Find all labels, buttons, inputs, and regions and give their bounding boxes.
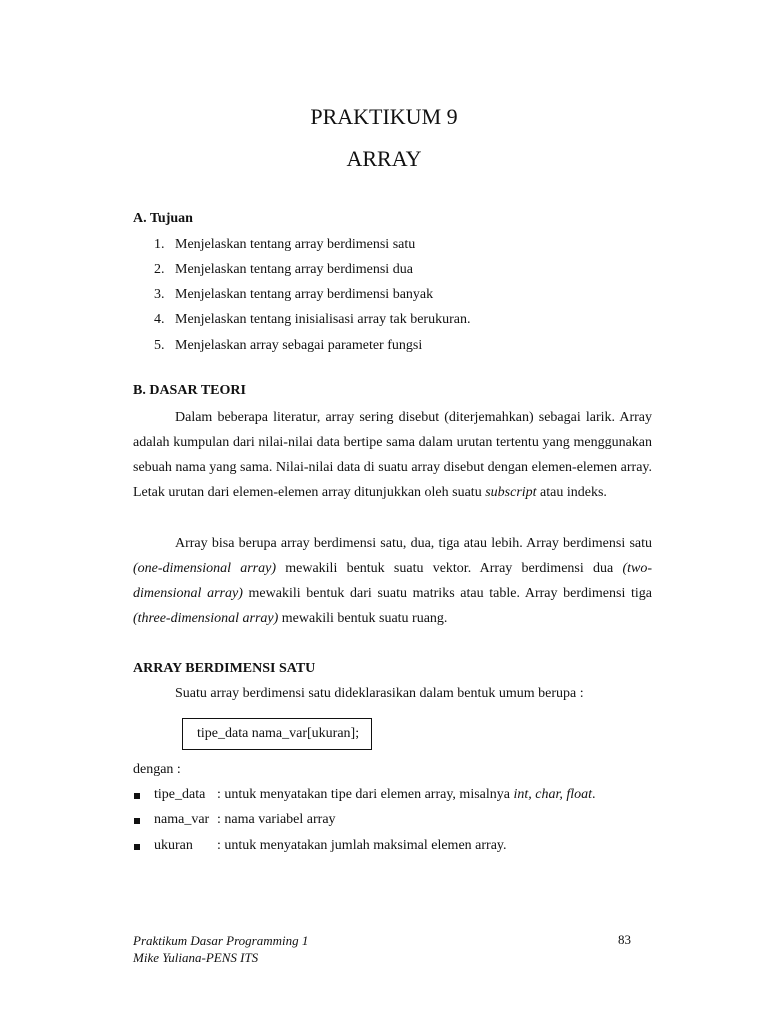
list-text: Menjelaskan tentang inisialisasi array tak berukuran.: [175, 312, 471, 327]
section-b-heading: B. DASAR TEORI: [133, 383, 246, 398]
footer-author: Mike Yuliana-PENS ITS: [133, 950, 259, 965]
section-c-heading: ARRAY BERDIMENSI SATU: [133, 661, 316, 676]
dengan-label: dengan :: [133, 762, 181, 777]
bullet-icon: [134, 793, 140, 799]
page-title: PRAKTIKUM 9: [310, 104, 458, 129]
def-term: tipe_data: [154, 787, 206, 802]
bullet-icon: [134, 818, 140, 824]
footer-course: Praktikum Dasar Programming 1: [133, 933, 309, 948]
section-a-heading: A. Tujuan: [133, 211, 193, 226]
section-c-intro: Suatu array berdimensi satu dideklarasikan dalam bentuk umum berupa :: [175, 686, 584, 701]
list-text: Menjelaskan tentang array berdimensi dua: [175, 262, 413, 277]
list-number: 4.: [154, 312, 165, 327]
list-text: Menjelaskan tentang array berdimensi banyak: [175, 287, 434, 302]
code-box: tipe_data nama_var[ukuran];: [182, 718, 372, 750]
def-desc: : untuk menyatakan tipe dari elemen array, misalnya int, char, float.: [217, 787, 596, 802]
def-desc: : nama variabel array: [217, 812, 336, 827]
def-term: ukuran: [154, 838, 193, 853]
paragraph-2: Array bisa berupa array berdimensi satu, dua, tiga atau lebih. Array berdimensi satu (one-dimensional array) mewakili bentuk suatu vektor. Array berdimensi dua (two-dimensional array) mewakili bentuk dari suatu matriks atau table. Array berdimensi tiga (three-dimensional array) mewakili bentuk suatu ruang.: [133, 536, 652, 626]
list-text: Menjelaskan array sebagai parameter fungsi: [175, 338, 423, 353]
list-item: [154, 338, 423, 354]
list-number: 2.: [154, 262, 165, 277]
list-number: 1.: [154, 237, 165, 252]
list-number: 5.: [154, 338, 165, 353]
list-item: [154, 287, 434, 303]
bullet-icon: [134, 844, 140, 850]
paragraph-1: Dalam beberapa literatur, array sering disebut (diterjemahkan) sebagai larik. Array adalah kumpulan dari nilai-nilai data bertipe sama dalam urutan tertentu yang menggunakan sebuah nama yang sama. Nilai-nilai data di suatu array disebut dengan elemen-elemen array. Letak urutan dari elemen-elemen array ditunjukkan oleh suatu subscript atau indeks.: [133, 410, 652, 500]
list-text: Menjelaskan tentang array berdimensi satu: [175, 237, 416, 252]
list-item: [154, 312, 471, 328]
list-item: [154, 262, 413, 278]
def-desc: : untuk menyatakan jumlah maksimal elemen array.: [217, 838, 507, 853]
list-item: [154, 237, 416, 253]
list-number: 3.: [154, 287, 165, 302]
page-subtitle: ARRAY: [346, 146, 422, 171]
page-number: 83: [618, 932, 631, 947]
def-term: nama_var: [154, 812, 210, 827]
